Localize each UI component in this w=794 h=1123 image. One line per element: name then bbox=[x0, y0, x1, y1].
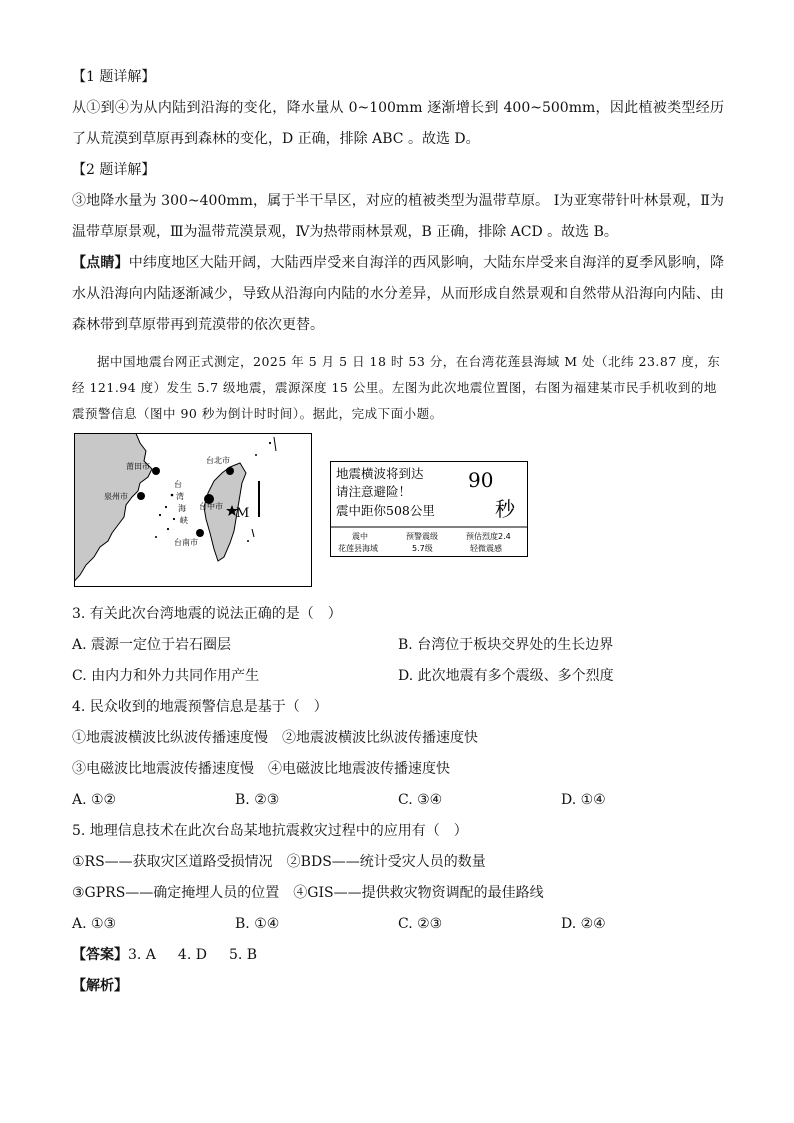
city-dot-quanzhou bbox=[137, 492, 145, 500]
document-page bbox=[72, 62, 724, 1002]
q4-statement-line2: ③电磁波比地震波传播速度慢 ④电磁波比地震波传播速度快 bbox=[72, 761, 450, 777]
earthquake-alert-panel bbox=[330, 461, 528, 557]
strait-label-3: 海 bbox=[178, 504, 186, 513]
q5-statement-line1: ①RS——获取灾区道路受损情况 ②BDS——统计受灾人员的数量 bbox=[72, 854, 486, 870]
tip-paragraph bbox=[72, 248, 724, 341]
explain2-text: ③地降水量为 300~400mm，属于半干旱区，对应的植被类型为温带草原。 Ⅰ为亚寒带针叶林景观，Ⅱ为温带草原景观，Ⅲ为温带荒漠景观，Ⅳ为热带雨林景观，B 正确，排除 ACD 。故选 B。 bbox=[72, 193, 724, 240]
question-stem: 据中国地震台网正式测定，2025 年 5 月 5 日 18 时 53 分，在台湾花莲县海域 M 处（北纬 23.87 度，东经 121.94 度）发生 5.7 级地震，震源深度 15 公里。左图为此次地震位置图，右图为福建某市民手机收到的地震预警信息（图中 90 秒为倒计时时间）。据此，完成下面小题。 bbox=[72, 354, 721, 421]
q4-statement-line1: ①地震波横波比纵波传播速度慢 ②地震波横波比纵波传播速度快 bbox=[72, 730, 478, 746]
alert-col1-val: 花莲县海域 bbox=[338, 544, 378, 553]
answer-label: 【答案】 bbox=[72, 947, 128, 963]
q5-statement-line2: ③GPRS——确定掩埋人员的位置 ④GIS——提供救灾物资调配的最佳路线 bbox=[72, 885, 544, 901]
city-label-taipei: 台北市 bbox=[206, 456, 230, 465]
q3-option-b[interactable]: B. 台湾位于板块交界处的生长边界 bbox=[398, 637, 614, 653]
q4-option-c[interactable]: C. ③④ bbox=[398, 792, 443, 808]
earthquake-location-map bbox=[74, 433, 312, 587]
q3-options-row2 bbox=[72, 661, 724, 692]
alert-countdown-unit: 秒 bbox=[495, 497, 515, 521]
explain1-text: 从①到④为从内陆到沿海的变化，降水量从 0~100mm 逐渐增长到 400~500mm，因此植被类型经历了从荒漠到草原再到森林的变化，D 正确，排除 ABC 。故选 D。 bbox=[72, 100, 724, 147]
answer-5: 5. B bbox=[228, 947, 258, 963]
alert-col3-val: 轻微震感 bbox=[470, 544, 502, 553]
city-dot-taipei bbox=[226, 467, 234, 475]
q5-option-d[interactable]: D. ②④ bbox=[561, 916, 606, 932]
city-label-quanzhou: 泉州市 bbox=[104, 492, 128, 501]
alert-line3: 震中距你508公里 bbox=[336, 503, 435, 518]
q5-option-a[interactable]: A. ①③ bbox=[72, 916, 117, 932]
q4-text: 4. 民众收到的地震预警信息是基于（ ） bbox=[72, 699, 328, 715]
tip-text: 中纬度地区大陆开阔，大陆西岸受来自海洋的西风影响，大陆东岸受来自海洋的夏季风影响，降水从沿海向内陆逐渐减少，导致从沿海向内陆的水分差异，从而形成自然景观和自然带从沿海向内陆、由森林带到草原带再到荒漠带的依次更替。 bbox=[72, 255, 725, 333]
q5-option-c[interactable]: C. ②③ bbox=[398, 916, 443, 932]
q5-options bbox=[72, 909, 724, 940]
q3-options-row1 bbox=[72, 630, 724, 661]
alert-col2-head: 预警震级 bbox=[406, 532, 438, 541]
q4-option-b[interactable]: B. ②③ bbox=[235, 792, 280, 808]
alert-col1-head: 震中 bbox=[352, 532, 368, 541]
tip-label: 【点睛】 bbox=[72, 255, 129, 271]
city-label-putian: 莆田市 bbox=[126, 462, 150, 471]
analysis-label: 【解析】 bbox=[72, 978, 128, 994]
q3-option-d[interactable]: D. 此次地震有多个震级、多个烈度 bbox=[398, 668, 614, 684]
alert-col3-head: 预估烈度2.4 bbox=[466, 532, 511, 541]
answer-3: 3. A bbox=[128, 947, 156, 963]
city-dot-tainan bbox=[196, 529, 204, 537]
city-label-tainan: 台南市 bbox=[174, 538, 198, 547]
city-label-taichung: 台中市 bbox=[199, 502, 223, 511]
answer-4: 4. D bbox=[177, 947, 207, 963]
q3-text: 3. 有关此次台湾地震的说法正确的是（ ） bbox=[72, 606, 342, 622]
alert-line2: 请注意避险！ bbox=[336, 484, 412, 499]
strait-label-1: 台 bbox=[174, 480, 182, 489]
alert-line1: 地震横波将到达 bbox=[336, 466, 424, 481]
q5-option-b[interactable]: B. ①④ bbox=[235, 916, 280, 932]
explain1-heading: 【1 题详解】 bbox=[72, 69, 156, 85]
explain2-heading: 【2 题详解】 bbox=[72, 162, 156, 178]
q3-option-a[interactable]: A. 震源一定位于岩石圈层 bbox=[72, 637, 232, 653]
q4-option-a[interactable]: A. ①② bbox=[72, 792, 117, 808]
q4-option-d[interactable]: D. ①④ bbox=[561, 792, 606, 808]
strait-label-2: 湾 bbox=[176, 492, 184, 501]
q5-text: 5. 地理信息技术在此次台岛某地抗震救灾过程中的应用有（ ） bbox=[72, 823, 468, 839]
answer-line bbox=[72, 940, 724, 971]
epicenter-label: M bbox=[236, 506, 250, 521]
strait-label-4: 峡 bbox=[180, 516, 188, 525]
figure-row bbox=[72, 431, 724, 593]
alert-col2-val: 5.7级 bbox=[412, 544, 433, 553]
alert-countdown: 90 bbox=[468, 468, 494, 492]
q3-option-c[interactable]: C. 由内力和外力共同作用产生 bbox=[72, 668, 260, 684]
city-dot-putian bbox=[152, 467, 160, 475]
q4-options bbox=[72, 785, 724, 816]
